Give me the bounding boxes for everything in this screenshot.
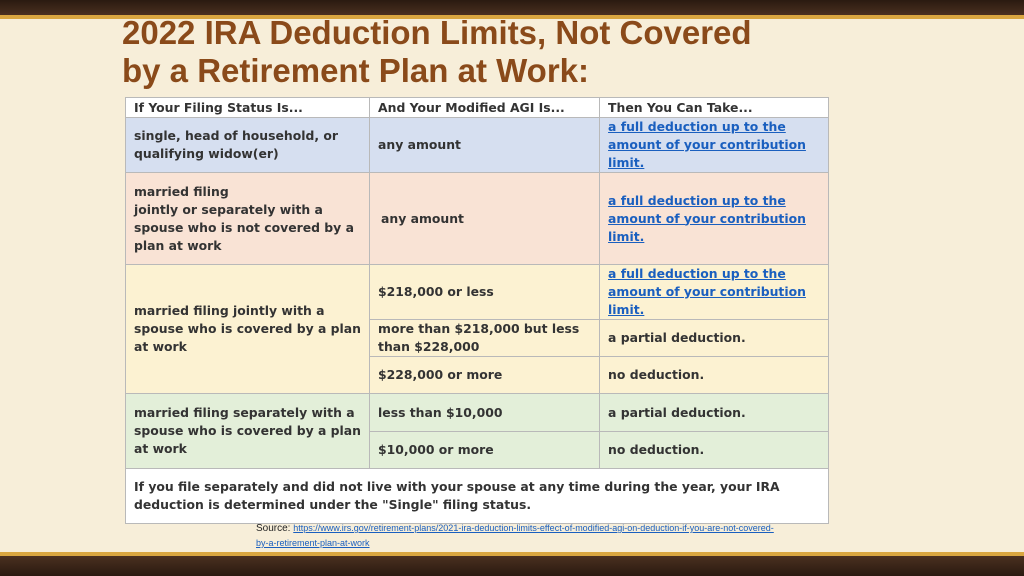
table-row-mfj-covered-tier-1 [126,265,829,320]
deduction-limits-table [125,97,829,524]
bottom-decorative-band [0,556,1024,576]
source-label: Source: [256,523,291,534]
status-cell: married filing jointly with a spouse who is covered by a plan at work [126,265,370,394]
agi-cell: less than $10,000 [370,394,600,432]
table-row-mfs-covered-tier-1 [126,394,829,432]
agi-cell: more than $218,000 but less than $228,000 [370,320,600,357]
status-line-1: married filing [134,183,229,199]
table-row-single [126,118,829,173]
agi-cell: any amount [370,173,600,265]
deduction-cell: a partial deduction. [600,394,829,432]
source-citation [256,521,786,551]
status-cell [126,173,370,265]
full-deduction-link[interactable]: a full deduction up to the amount of your contribution limit. [608,192,806,244]
header-deduction: Then You Can Take... [600,98,829,118]
deduction-cell: no deduction. [600,357,829,394]
agi-cell: $228,000 or more [370,357,600,394]
status-line-2: jointly or separately with a spouse who is not covered by a plan at work [134,201,354,253]
agi-cell: $218,000 or less [370,265,600,320]
agi-cell: $10,000 or more [370,432,600,469]
deduction-cell: a partial deduction. [600,320,829,357]
title-line-2: by a Retirement Plan at Work: [122,52,590,89]
header-modified-agi: And Your Modified AGI Is... [370,98,600,118]
table-row-spouse-not-covered [126,173,829,265]
status-cell: married filing separately with a spouse who is covered by a plan at work [126,394,370,469]
header-filing-status: If Your Filing Status Is... [126,98,370,118]
agi-cell: any amount [370,118,600,173]
full-deduction-link[interactable]: a full deduction up to the amount of your contribution limit. [608,119,806,170]
deduction-cell [600,118,829,173]
source-link[interactable]: https://www.irs.gov/retirement-plans/2021-ira-deduction-limits-effect-of-modified-agi-on-deduction-if-you-are-not-covered-by-a-retirement-plan-at-work [256,523,774,548]
status-cell: single, head of household, or qualifying widow(er) [126,118,370,173]
deduction-cell [600,173,829,265]
table-header-row [126,98,829,118]
filing-note: If you file separately and did not live with your spouse at any time during the year, your IRA deduction is determined under the "Single" filing status. [126,469,829,524]
title-line-1: 2022 IRA Deduction Limits, Not Covered [122,14,752,51]
table-row-note [126,469,829,524]
top-decorative-band [0,0,1024,15]
deduction-cell: no deduction. [600,432,829,469]
page-title [122,14,982,90]
full-deduction-link[interactable]: a full deduction up to the amount of your contribution limit. [608,266,806,317]
deduction-cell [600,265,829,320]
